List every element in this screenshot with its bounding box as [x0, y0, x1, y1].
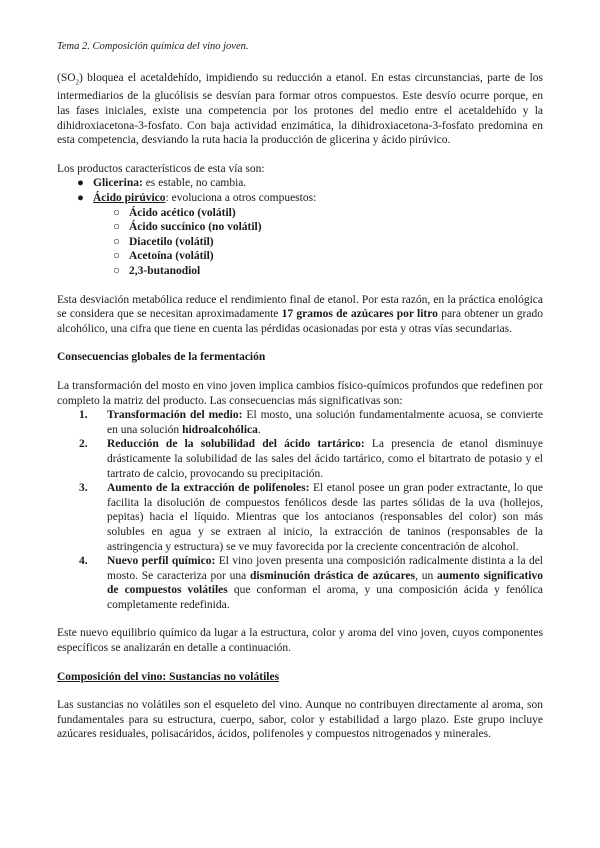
products-list	[57, 176, 543, 278]
item-number: 2.	[79, 438, 88, 451]
item-label: Glicerina:	[93, 177, 143, 190]
circle-bullet-icon: ○	[113, 235, 120, 248]
text-span: ) bloquea el acetaldehído, impidiendo su reducción a etanol. En estas circunstancias, parte de los intermediarios de la glucólisis se desvían para formar otros compuestos. Este desvío ocurre porque, en las fases iniciales, existe una competencia por los protones del medio entre el acetaldehído y la dihidroxiacetona-3-fosfato. Con baja actividad enzimática, la dihidroxiacetona-3-fosfato predomina en esta competencia, desviando la ruta hacia la producción de glicerina y ácido pirúvico.	[57, 71, 543, 147]
bullet-icon: ●	[77, 177, 84, 190]
running-header: Tema 2. Composición química del vino joven.	[57, 41, 249, 52]
item-text: : evoluciona a otros compuestos:	[165, 192, 317, 205]
list-item	[57, 176, 543, 191]
circle-bullet-icon: ○	[113, 221, 120, 234]
text-span: Esta desviación metabólica reduce el rendimiento final de etanol. Por esta razón, en la práctica enológica se considera que se necesitan aproximadamente	[57, 293, 543, 321]
item-number: 4.	[79, 555, 88, 568]
sub-list-item	[57, 264, 543, 279]
sub-list	[57, 206, 543, 279]
circle-bullet-icon: ○	[113, 250, 120, 263]
bullet-icon: ●	[77, 192, 84, 205]
sub-item-text: Acetoína (volátil)	[129, 250, 214, 263]
sub-item-text: Ácido acético (volátil)	[129, 206, 236, 219]
sub-list-item	[57, 206, 543, 221]
item-label: Ácido pirúvico	[93, 192, 166, 205]
document-page	[57, 40, 543, 742]
circle-bullet-icon: ○	[113, 206, 120, 219]
subscript: 2	[75, 77, 80, 86]
list-item	[57, 191, 543, 279]
item-text: El etanol posee un gran poder extractante, lo que facilita la disolución de compuestos fenólicos desde las partes sólidas de la uva (hollejos, pepitas) hacia el líquido. Mientras que los antocianos (responsables del color) son más solubles en agua y se extraen al inicio, la extracción de taninos (responsables de la astringencia y estructura) se ve muy favorecida por la creciente concentración de alcohol.	[107, 482, 543, 553]
item-text: El vino joven presenta una composición radicalmente distinta a la del mosto. Se caracteriza por una	[107, 555, 543, 582]
text-span: para obtener un grado alcohólico, una cifra que tiene en cuenta las pérdidas ocasionadas por esta y otras vías secundarias.	[57, 308, 543, 335]
numbered-item	[57, 437, 543, 481]
item-text: .	[257, 423, 261, 436]
section-intro: La transformación del mosto en vino joven implica cambios físico-químicos profundos que redefinen por completo la matriz del producto. Las consecuencias más significativas son:	[57, 379, 543, 407]
item-text: , un	[415, 569, 437, 582]
item-text: es estable, no cambia.	[142, 177, 247, 190]
paragraph-glycolysis	[57, 71, 543, 148]
sub-item-text: Diacetilo (volátil)	[129, 235, 214, 248]
numbered-list	[57, 408, 543, 612]
section-heading-no-volatiles: Composición del vino: Sustancias no volátiles	[57, 670, 280, 683]
paragraph-equilibrium: Este nuevo equilibrio químico da lugar a la estructura, color y aroma del vino joven, cuyos componentes específicos se analizarán en detalle a continuación.	[57, 627, 543, 655]
text-span: (SO	[57, 71, 76, 84]
sub-list-item	[57, 220, 543, 235]
item-label: Reducción de la solubilidad del ácido tartárico:	[107, 438, 365, 451]
section-heading-consecuencias: Consecuencias globales de la fermentación	[57, 351, 266, 364]
sub-item-text: 2,3-butanodiol	[129, 265, 201, 278]
numbered-item	[57, 481, 543, 554]
item-number: 1.	[79, 409, 88, 422]
item-label: Transformación del medio:	[107, 409, 243, 422]
numbered-item	[57, 554, 543, 612]
products-intro: Los productos característicos de esta vía son:	[57, 162, 265, 175]
bold-text: aumento significativo de compuestos volátiles	[107, 569, 543, 597]
paragraph-yield	[57, 293, 543, 337]
bold-text: 17 gramos de azúcares por litro	[281, 308, 438, 321]
item-label: Nuevo perfil químico:	[107, 555, 216, 568]
sub-item-text: Ácido succínico (no volátil)	[129, 221, 262, 234]
circle-bullet-icon: ○	[113, 265, 120, 278]
numbered-item	[57, 408, 543, 437]
paragraph-no-volatiles: Las sustancias no volátiles son el esqueleto del vino. Aunque no contribuyen directamente al aroma, son fundamentales para su estructura, cuerpo, sabor, color y estabilidad a largo plazo. Este grupo incluye azúcares residuales, polisacáridos, ácidos, polifenoles y compuestos nitrogenados y minerales.	[57, 699, 543, 741]
sub-list-item	[57, 249, 543, 264]
item-text: La presencia de etanol disminuye drásticamente la solubilidad de las sales del ácido tartárico, como el bitartrato de potasio y el tartrato de calcio, provocando su precipitación.	[107, 438, 543, 480]
item-text: que conforman el aroma, y una composición ácida y fenólica completamente redefinida.	[107, 584, 543, 611]
item-text: El mosto, una solución fundamentalmente acuosa, se convierte en una solución	[107, 409, 543, 436]
item-label: Aumento de la extracción de polifenoles:	[107, 482, 310, 495]
bold-text: disminución drástica de azúcares	[250, 569, 416, 582]
sub-list-item	[57, 235, 543, 250]
bold-text: hidroalcohólica	[182, 423, 258, 436]
item-number: 3.	[79, 482, 88, 495]
